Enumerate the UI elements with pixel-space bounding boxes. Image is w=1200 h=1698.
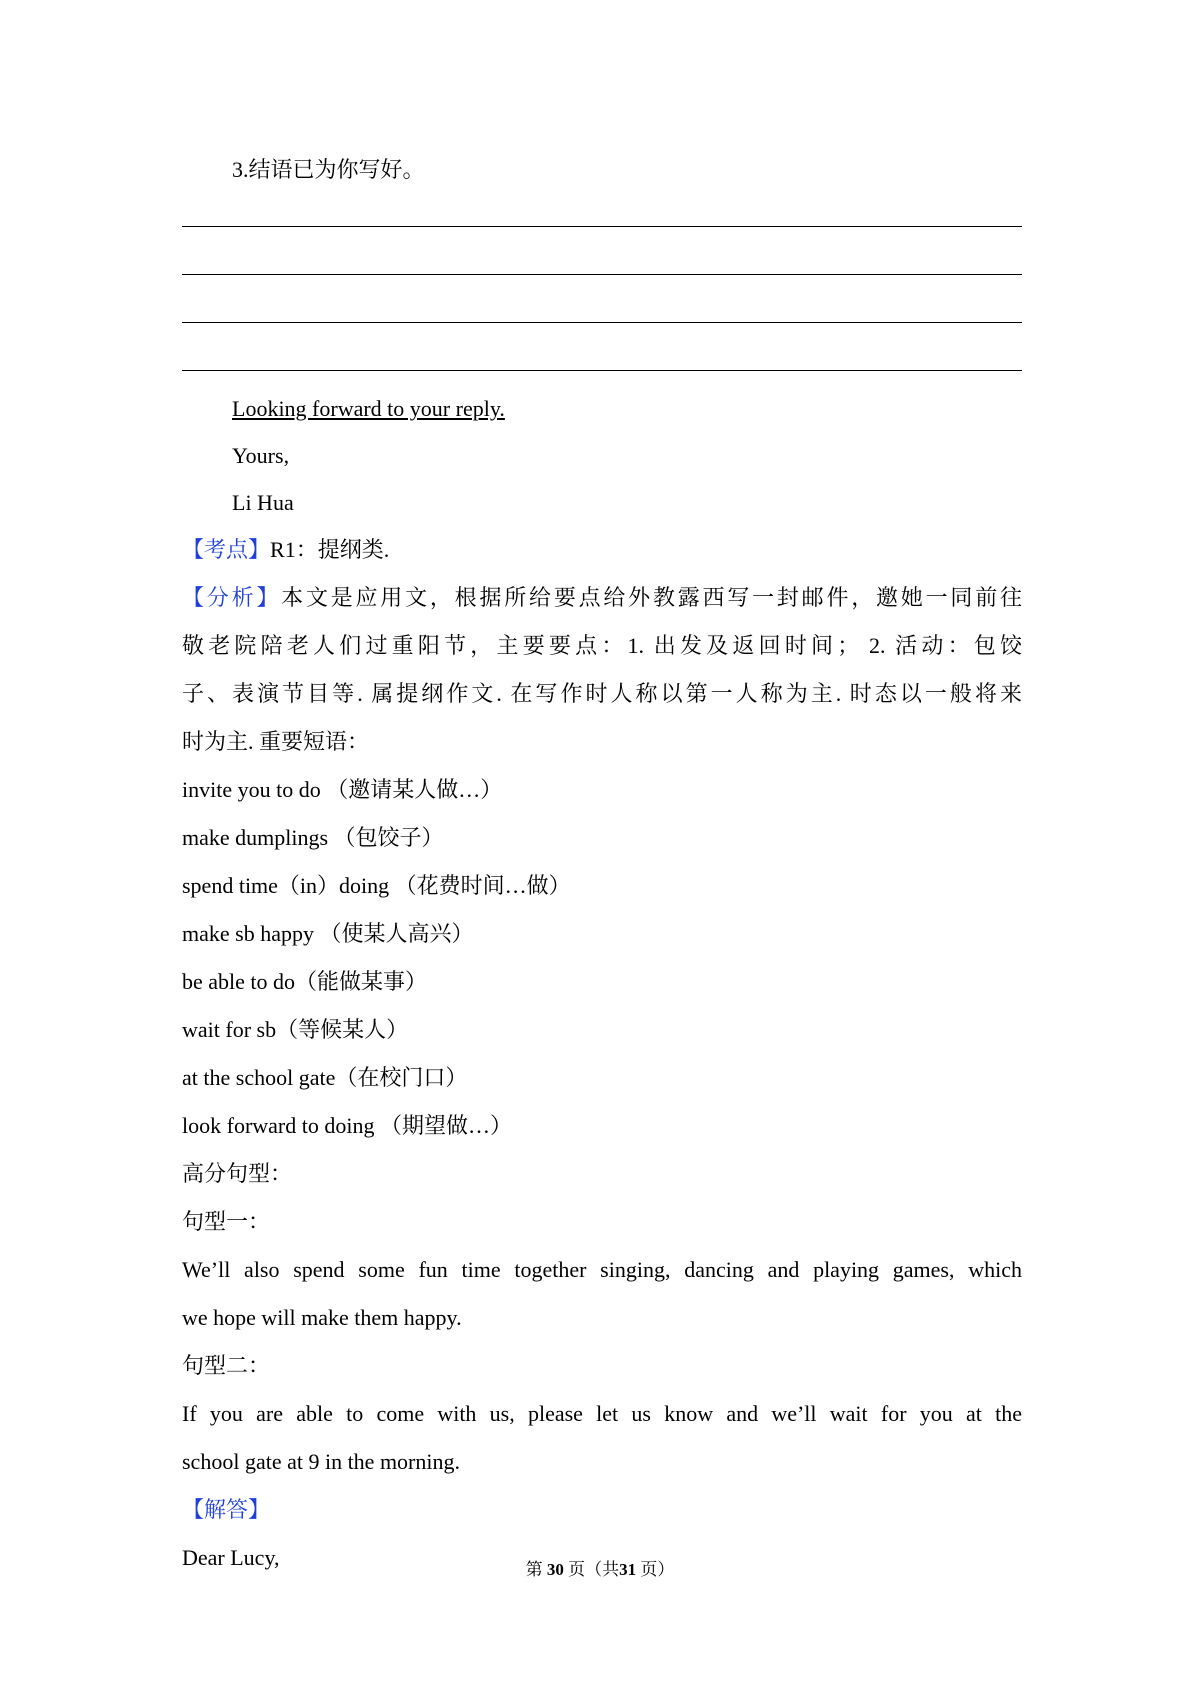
sentences-heading: 高分句型： xyxy=(182,1161,293,1186)
kaodian-section xyxy=(182,535,1022,565)
writing-blank-line xyxy=(182,274,1022,275)
phrase-item: make sb happy （使某人高兴） xyxy=(182,921,474,946)
footer-total-pages: 31 xyxy=(619,1560,637,1579)
fenxi-line-2: 敬老院陪老人们过重阳节，主要要点：1. 出发及返回时间； 2. 活动：包饺 xyxy=(182,633,1022,658)
signature-name: Li Hua xyxy=(232,490,294,515)
kaodian-text: R1：提纲类. xyxy=(270,537,390,562)
writing-blank-line xyxy=(182,370,1022,371)
sentence-1-line-1: We’ll also spend some fun time together singing, dancing and playing games, which xyxy=(182,1257,1022,1282)
writing-blank-line xyxy=(182,226,1022,227)
sentence-2-line-2: school gate at 9 in the morning. xyxy=(182,1449,460,1474)
kaodian-tag: 【考点】 xyxy=(182,537,271,562)
sentence-1-label: 句型一： xyxy=(182,1209,271,1234)
sentence-2-label: 句型二： xyxy=(182,1353,271,1378)
fenxi-tag: 【分析】 xyxy=(182,585,282,610)
phrase-item: look forward to doing （期望做…） xyxy=(182,1113,512,1138)
jieda-section xyxy=(182,1495,1022,1525)
fenxi-line-4: 时为主. 重要短语： xyxy=(182,729,370,754)
closing-line xyxy=(232,394,1072,424)
footer-suffix: 页） xyxy=(640,1560,675,1579)
footer-middle: 页（共 xyxy=(568,1560,620,1579)
footer-page-number: 30 xyxy=(546,1560,564,1579)
phrase-item: make dumplings （包饺子） xyxy=(182,825,444,850)
fenxi-text-1: 本文是应用文，根据所给要点给外教露西写一封邮件，邀她一同前往 xyxy=(281,585,1022,610)
sentence-1-line-2: we hope will make them happy. xyxy=(182,1305,462,1330)
phrase-item: wait for sb（等候某人） xyxy=(182,1017,409,1042)
letter-greeting: Dear Lucy, xyxy=(182,1545,280,1570)
fenxi-line-3: 子、表演节目等. 属提纲作文. 在写作时人称以第一人称为主. 时态以一般将来 xyxy=(182,681,1022,706)
phrase-item: spend time（in）doing （花费时间…做） xyxy=(182,873,571,898)
writing-blank-line xyxy=(182,322,1022,323)
phrase-item: be able to do（能做某事） xyxy=(182,969,428,994)
phrase-item: at the school gate（在校门口） xyxy=(182,1065,468,1090)
closing-text: Looking forward to your reply. xyxy=(232,396,505,421)
sentence-2-line-1: If you are able to come with us, please let us know and we’ll wait for you at the xyxy=(182,1401,1022,1426)
closing-yours: Yours, xyxy=(232,443,290,468)
jieda-tag: 【解答】 xyxy=(182,1497,271,1522)
phrase-item: invite you to do （邀请某人做…） xyxy=(182,777,503,802)
requirement-3: 3.结语已为你写好。 xyxy=(232,157,425,182)
footer-prefix: 第 xyxy=(525,1560,543,1579)
page-footer xyxy=(0,1558,1200,1582)
fenxi-line-1 xyxy=(182,583,1022,613)
